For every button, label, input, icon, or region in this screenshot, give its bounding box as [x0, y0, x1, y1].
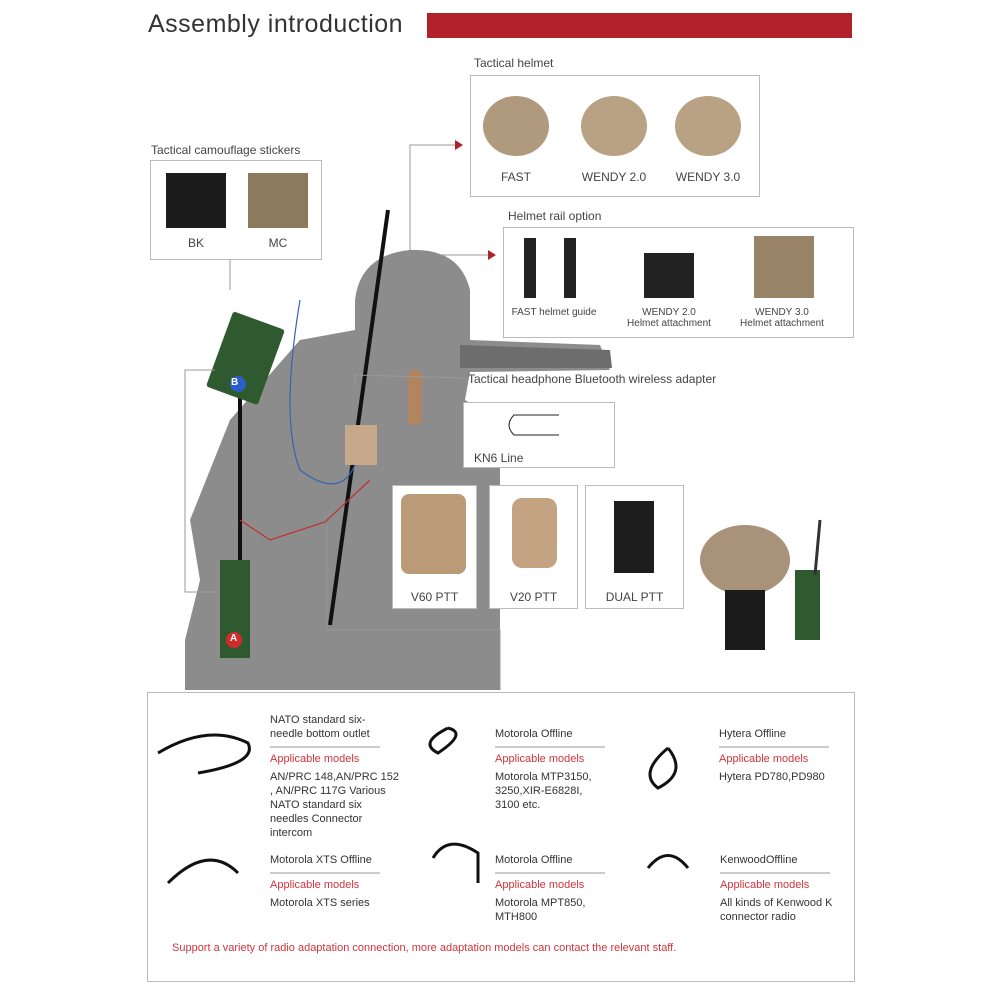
cable-models: AN/PRC 148,AN/PRC 152 , AN/PRC 117G Various NATO standard six needles Connector intercom	[270, 771, 399, 839]
rail-wendy-3-name: WENDY 3.0	[755, 307, 809, 318]
radio-b-badge: B	[231, 377, 239, 388]
rail-box	[503, 227, 854, 338]
ptt-dual[interactable]	[585, 485, 684, 609]
rail-wendy-2[interactable]	[619, 307, 719, 329]
tactical-helmet-box	[470, 75, 760, 197]
cable-motorola-2[interactable]	[495, 853, 605, 924]
applicable-label: Applicable models	[270, 753, 360, 765]
rail-wendy-2-name: WENDY 2.0	[642, 307, 696, 318]
adapter-label: Tactical headphone Bluetooth wireless adapter	[468, 372, 717, 386]
camo-label: Tactical camouflage stickers	[151, 143, 301, 157]
rail-wendy-3[interactable]	[732, 307, 832, 329]
rail-fast[interactable]: FAST helmet guide	[511, 307, 597, 318]
cable-models: All kinds of Kenwood K connector radio	[720, 897, 833, 923]
cable-models: Motorola XTS series	[270, 897, 370, 909]
cable-name: KenwoodOffline	[720, 853, 830, 874]
applicable-label: Applicable models	[495, 879, 585, 891]
kn6-box	[463, 402, 615, 468]
cable-name: Motorola Offline	[495, 727, 605, 748]
cable-models: Motorola MPT850, MTH800	[495, 897, 586, 923]
cable-hytera[interactable]	[719, 727, 829, 784]
tactical-helmet-label: Tactical helmet	[474, 56, 554, 70]
helmet-wendy-2[interactable]: WENDY 2.0	[581, 170, 647, 184]
helmet-wendy-3[interactable]: WENDY 3.0	[675, 170, 741, 184]
ptt-dual-label: DUAL PTT	[605, 590, 664, 604]
cable-name: Motorola Offline	[495, 853, 605, 874]
applicable-label: Applicable models	[270, 879, 360, 891]
cable-name: Hytera Offline	[719, 727, 829, 748]
cable-name: Motorola XTS Offline	[270, 853, 380, 874]
cable-kenwood[interactable]	[720, 853, 845, 924]
ptt-v20[interactable]	[489, 485, 578, 609]
applicable-label: Applicable models	[719, 753, 809, 765]
footer-note: Support a variety of radio adaptation connection, more adaptation models can contact the relevant staff.	[172, 942, 677, 954]
cable-models: Motorola MTP3150, 3250,XIR-E6828I, 3100 etc.	[495, 771, 592, 811]
ptt-v60-label: V60 PTT	[410, 590, 459, 604]
cable-models: Hytera PD780,PD980	[719, 771, 825, 783]
camo-bk[interactable]: BK	[187, 236, 204, 250]
radio-a-badge: A	[230, 633, 238, 644]
cable-motorola-1[interactable]	[495, 727, 605, 812]
applicable-label: Applicable models	[495, 753, 585, 765]
ptt-v60[interactable]	[392, 485, 477, 609]
cable-nato[interactable]	[270, 713, 400, 840]
camo-mc[interactable]: MC	[268, 236, 288, 250]
cable-name: NATO standard six-needle bottom outlet	[270, 713, 380, 748]
applicable-label: Applicable models	[720, 879, 810, 891]
rail-label: Helmet rail option	[508, 209, 602, 223]
page-title: Assembly introduction	[148, 10, 404, 38]
ptt-v20-label: V20 PTT	[509, 590, 558, 604]
helmet-fast[interactable]: FAST	[500, 170, 531, 184]
cable-panel	[147, 692, 855, 982]
kn6-label: KN6 Line	[474, 451, 524, 465]
helmet-mannequin	[700, 520, 820, 650]
rail-wendy-2-sub: Helmet attachment	[627, 318, 711, 329]
rail-wendy-3-sub: Helmet attachment	[740, 318, 824, 329]
camo-box	[150, 160, 322, 260]
cable-motorola-xts[interactable]	[270, 853, 380, 910]
